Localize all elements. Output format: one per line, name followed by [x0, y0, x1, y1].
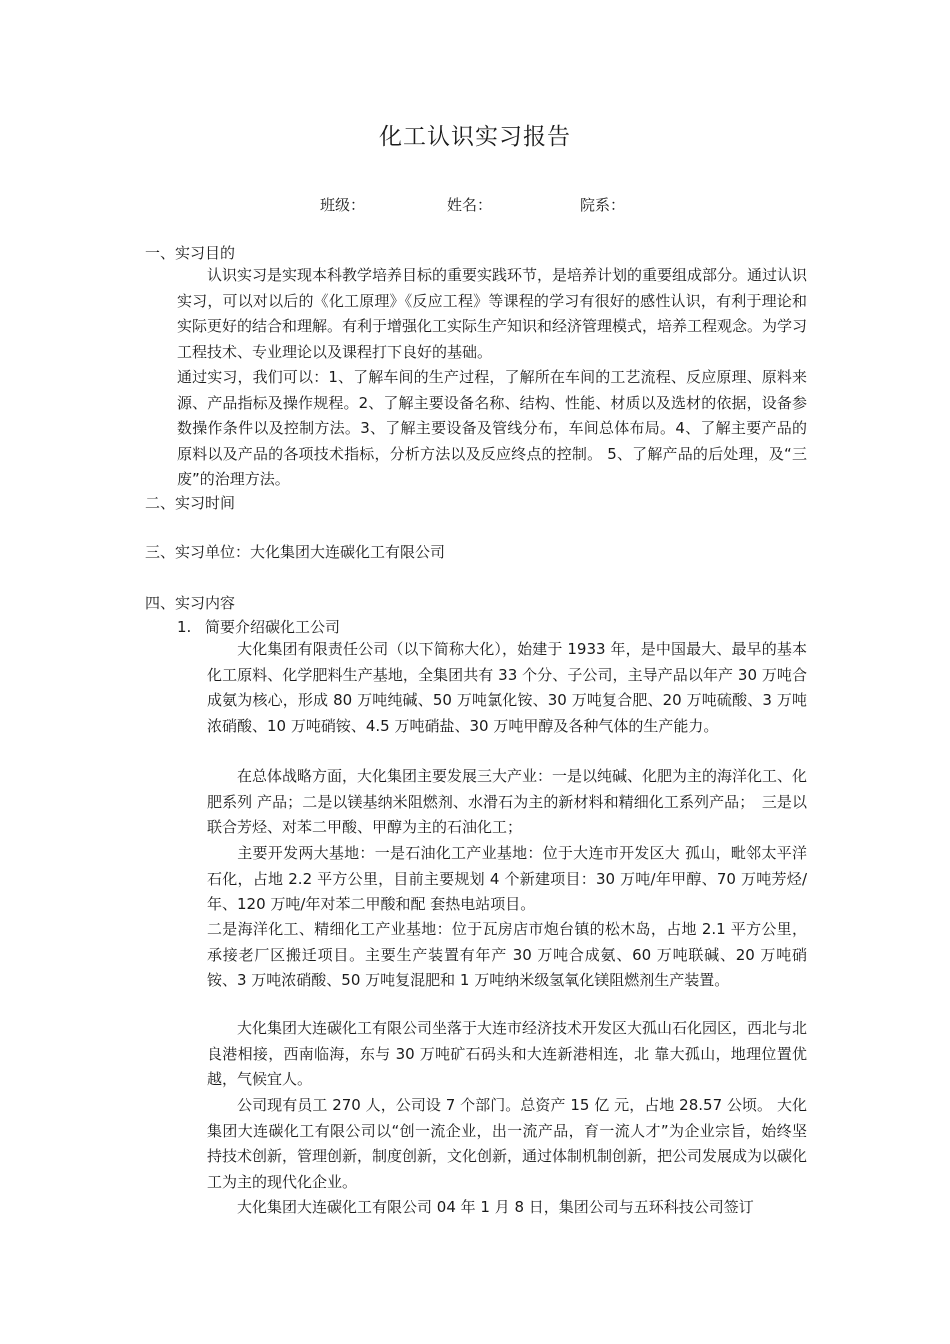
- content-paragraph-1: [207, 637, 807, 739]
- name-label: 姓名：: [447, 196, 493, 214]
- department-label: 院系：: [580, 196, 626, 214]
- section-heading-time: 二、实习时间: [145, 494, 236, 512]
- section-heading-content: 四、实习内容: [145, 594, 236, 612]
- content-paragraph-5: [207, 1016, 807, 1093]
- paragraph-text: 大化集团有限责任公司（以下简称大化），始建于 1933 年，是中国最大、最早的基本化工原料、化学肥料生产基地，全集团共有 33 个分、子公司，主导产品以年产 30 万吨合成氨为核心，形成 80 万吨纯碱、50 万吨氯化铵、30 万吨复合肥、20 万吨硫酸、3 万吨浓硝酸、10 万吨硝铵、4.5 万吨硝盐、30 万吨甲醇及各种气体的生产能力。: [207, 640, 807, 735]
- paragraph-text: 主要开发两大基地：一是石油化工产业基地：位于大连市开发区大 孤山，毗邻太平洋石化，占地 2.2 平方公里，目前主要规划 4 个新建项目：30 万吨/年甲醇、70 万吨芳烃/年、120 万吨/年对苯二甲酸和配 套热电站项目。: [207, 844, 807, 913]
- class-label: 班级：: [320, 196, 366, 214]
- content-paragraph-2: [207, 764, 807, 841]
- document-title: 化工认识实习报告: [379, 124, 571, 150]
- list-item-title: 简要介绍碳化工公司: [205, 618, 341, 636]
- paragraph-text: 大化集团大连碳化工有限公司 04 年 1 月 8 日，集团公司与五环科技公司签订: [237, 1198, 754, 1216]
- purpose-text: 认识实习是实现本科教学培养目标的重要实践环节，是培养计划的重要组成部分。通过认识实习，可以对以后的《化工原理》《反应工程》等课程的学习有很好的感性认识，有利于理论和实际更好的结合和理解。有利于增强化工实际生产知识和经济管理模式，培养工程观念。为学习工程技术、专业理论以及课程打下良好的基础。: [177, 266, 808, 361]
- paragraph-text: 公司现有员工 270 人，公司设 7 个部门。总资产 15 亿 元，占地 28.57 公顷。 大化集团大连碳化工有限公司以“创一流企业，出一流产品，育一流人才”为企业宗旨，始终坚持技术创新，管理创新，制度创新，文化创新，通过体制机制创新，把公司发展成为以碳化工为主的现代化企业。: [207, 1096, 808, 1191]
- paragraph-text: 在总体战略方面，大化集团主要发展三大产业：一是以纯碱、化肥为主的海洋化工、化肥系列 产品；二是以镁基纳米阻燃剂、水滑石为主的新材料和精细化工系列产品； 三是以联合芳烃、对苯二甲酸、甲醇为主的石油化工；: [207, 767, 808, 836]
- list-item-company-intro: [177, 616, 340, 637]
- content-paragraph-6: [207, 1093, 807, 1195]
- purpose-goals-paragraph: 通过实习，我们可以：1、了解车间的生产过程，了解所在车间的工艺流程、反应原理、原料来源、产品指标及操作规程。2、了解主要设备名称、结构、性能、材质以及选材的依据，设备参数操作条件以及控制方法。3、了解主要设备及管线分布，车间总体布局。4、了解主要产品的原料以及产品的各项技术指标，分析方法以及反应终点的控制。 5、了解产品的后处理，及“三废”的治理方法。: [177, 368, 807, 488]
- content-paragraph-3: [207, 841, 807, 918]
- content-paragraph-4: 二是海洋化工、精细化工产业基地：位于瓦房店市炮台镇的松木岛，占地 2.1 平方公里，承接老厂区搬迁项目。主要生产装置有年产 30 万吨合成氨、60 万吨联碱、20 万吨硝铵、3 万吨浓硝酸、50 万吨复混肥和 1 万吨纳米级氢氧化镁阻燃剂生产装置。: [207, 920, 807, 989]
- content-paragraph-7: [207, 1195, 807, 1221]
- list-item-number: 1.: [177, 618, 192, 636]
- paragraph-text: 大化集团大连碳化工有限公司坐落于大连市经济技术开发区大孤山石化园区，西北与北良港相接，西南临海，东与 30 万吨矿石码头和大连新港相连，北 靠大孤山，地理位置优越，气候宜人。: [207, 1019, 808, 1088]
- purpose-paragraph: [177, 263, 807, 365]
- section-heading-purpose: 一、实习目的: [145, 244, 236, 262]
- section-heading-unit: 三、实习单位：大化集团大连碳化工有限公司: [145, 543, 446, 561]
